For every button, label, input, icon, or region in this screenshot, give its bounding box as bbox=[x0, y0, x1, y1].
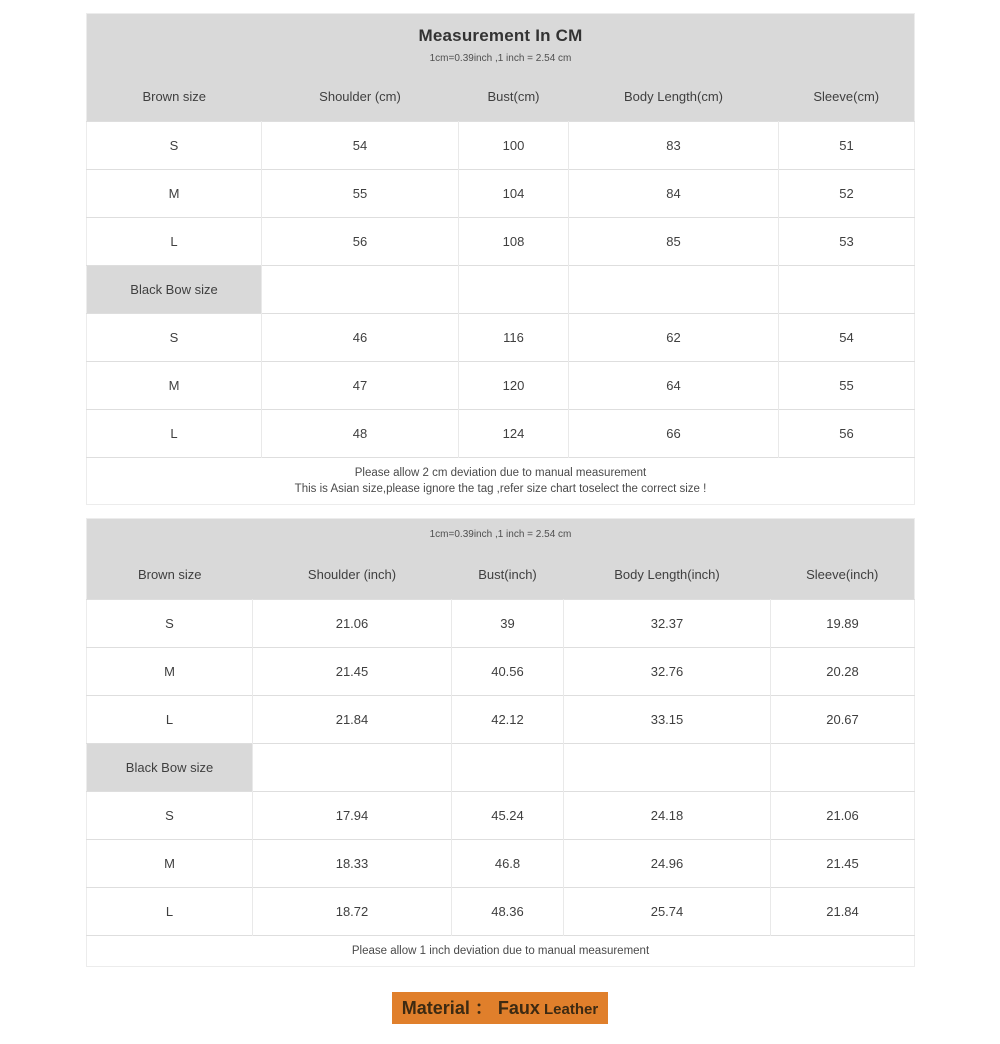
empty-cell bbox=[569, 266, 779, 314]
measurement-cell: 54 bbox=[262, 122, 459, 170]
measurement-cell: 56 bbox=[262, 218, 459, 266]
measurement-cell: 46 bbox=[262, 314, 459, 362]
measurement-cell: 25.74 bbox=[564, 888, 771, 936]
column-header: Sleeve(cm) bbox=[779, 72, 915, 122]
column-header-row bbox=[87, 550, 915, 600]
measurement-cell: 33.15 bbox=[564, 696, 771, 744]
size-cell: M bbox=[87, 170, 262, 218]
measurement-cell: 56 bbox=[779, 410, 915, 458]
empty-cell bbox=[452, 744, 564, 792]
measurement-cell: 17.94 bbox=[253, 792, 452, 840]
measurement-cell: 104 bbox=[459, 170, 569, 218]
measurement-cell: 40.56 bbox=[452, 648, 564, 696]
section-label: Black Bow size bbox=[87, 266, 262, 314]
size-row bbox=[87, 122, 915, 170]
column-header: Brown size bbox=[87, 550, 253, 600]
measurement-cell: 45.24 bbox=[452, 792, 564, 840]
size-cell: L bbox=[87, 696, 253, 744]
measurement-cell: 21.84 bbox=[771, 888, 915, 936]
measurement-cell: 124 bbox=[459, 410, 569, 458]
measurement-cell: 48.36 bbox=[452, 888, 564, 936]
measurement-cell: 100 bbox=[459, 122, 569, 170]
size-row bbox=[87, 218, 915, 266]
measurement-cell: 42.12 bbox=[452, 696, 564, 744]
size-cell: M bbox=[87, 840, 253, 888]
size-row bbox=[87, 792, 915, 840]
empty-cell bbox=[779, 266, 915, 314]
measurement-cell: 51 bbox=[779, 122, 915, 170]
column-header: Brown size bbox=[87, 72, 262, 122]
measurement-cell: 83 bbox=[569, 122, 779, 170]
measurement-cell: 55 bbox=[779, 362, 915, 410]
measurement-cell: 20.67 bbox=[771, 696, 915, 744]
size-row bbox=[87, 840, 915, 888]
measurement-cell: 24.18 bbox=[564, 792, 771, 840]
empty-cell bbox=[253, 744, 452, 792]
size-row bbox=[87, 648, 915, 696]
measurement-cell: 55 bbox=[262, 170, 459, 218]
measurement-cell: 18.72 bbox=[253, 888, 452, 936]
size-cell: L bbox=[87, 218, 262, 266]
column-header: Bust(inch) bbox=[452, 550, 564, 600]
size-row bbox=[87, 170, 915, 218]
measurement-cell: 24.96 bbox=[564, 840, 771, 888]
notes-cell bbox=[87, 458, 915, 505]
measurement-cell: 62 bbox=[569, 314, 779, 362]
material-banner bbox=[392, 992, 608, 1024]
column-header: Body Length(inch) bbox=[564, 550, 771, 600]
measurement-inch-table bbox=[86, 518, 915, 967]
size-row bbox=[87, 362, 915, 410]
cm-size-table-section bbox=[86, 13, 914, 505]
size-cell: L bbox=[87, 410, 262, 458]
note-line: This is Asian size,please ignore the tag ,refer size chart toselect the correct size ! bbox=[294, 483, 707, 495]
measurement-cell: 21.06 bbox=[771, 792, 915, 840]
measurement-cell: 66 bbox=[569, 410, 779, 458]
measurement-cell: 64 bbox=[569, 362, 779, 410]
column-header: Shoulder (inch) bbox=[253, 550, 452, 600]
size-cell: M bbox=[87, 362, 262, 410]
size-cell: S bbox=[87, 600, 253, 648]
column-header: Body Length(cm) bbox=[569, 72, 779, 122]
size-cell: M bbox=[87, 648, 253, 696]
column-header: Shoulder (cm) bbox=[262, 72, 459, 122]
size-cell: L bbox=[87, 888, 253, 936]
measurement-cell: 108 bbox=[459, 218, 569, 266]
measurement-cell: 19.89 bbox=[771, 600, 915, 648]
measurement-cell: 48 bbox=[262, 410, 459, 458]
section-row bbox=[87, 266, 915, 314]
measurement-cell: 18.33 bbox=[253, 840, 452, 888]
column-header: Bust(cm) bbox=[459, 72, 569, 122]
column-header: Sleeve(inch) bbox=[771, 550, 915, 600]
section-label: Black Bow size bbox=[87, 744, 253, 792]
conversion-note: 1cm=0.39inch ,1 inch = 2.54 cm bbox=[429, 53, 572, 64]
size-row bbox=[87, 696, 915, 744]
size-row bbox=[87, 410, 915, 458]
section-row bbox=[87, 744, 915, 792]
size-cell: S bbox=[87, 122, 262, 170]
measurement-cell: 46.8 bbox=[452, 840, 564, 888]
measurement-cell: 120 bbox=[459, 362, 569, 410]
measurement-cell: 84 bbox=[569, 170, 779, 218]
size-row bbox=[87, 600, 915, 648]
measurement-cell: 21.45 bbox=[771, 840, 915, 888]
measurement-cm-table bbox=[86, 13, 915, 505]
table-head-block bbox=[87, 14, 915, 73]
measurement-cell: 21.06 bbox=[253, 600, 452, 648]
measurement-cell: 116 bbox=[459, 314, 569, 362]
measurement-cell: 47 bbox=[262, 362, 459, 410]
inch-size-table-section bbox=[86, 518, 914, 967]
column-header-row bbox=[87, 72, 915, 122]
measurement-cell: 32.37 bbox=[564, 600, 771, 648]
empty-cell bbox=[459, 266, 569, 314]
notes-row bbox=[87, 458, 915, 505]
size-cell: S bbox=[87, 314, 262, 362]
measurement-cell: 21.45 bbox=[253, 648, 452, 696]
material-label: Material ： Faux bbox=[401, 998, 540, 1018]
empty-cell bbox=[262, 266, 459, 314]
size-row bbox=[87, 888, 915, 936]
table-title: Measurement In CM bbox=[418, 26, 583, 45]
material-row bbox=[86, 980, 914, 1044]
measurement-cell: 52 bbox=[779, 170, 915, 218]
measurement-cell: 32.76 bbox=[564, 648, 771, 696]
notes-row bbox=[87, 936, 915, 967]
measurement-cell: 21.84 bbox=[253, 696, 452, 744]
measurement-cell: 85 bbox=[569, 218, 779, 266]
size-row bbox=[87, 314, 915, 362]
measurement-cell: 53 bbox=[779, 218, 915, 266]
note-line: Please allow 2 cm deviation due to manual measurement bbox=[354, 467, 647, 479]
size-cell: S bbox=[87, 792, 253, 840]
empty-cell bbox=[771, 744, 915, 792]
table-head-block bbox=[87, 519, 915, 551]
measurement-cell: 20.28 bbox=[771, 648, 915, 696]
conversion-note: 1cm=0.39inch ,1 inch = 2.54 cm bbox=[429, 529, 572, 540]
measurement-cell: 54 bbox=[779, 314, 915, 362]
note-line: Please allow 1 inch deviation due to manual measurement bbox=[351, 945, 650, 957]
empty-cell bbox=[564, 744, 771, 792]
notes-cell bbox=[87, 936, 915, 967]
material-value: Leather bbox=[539, 1001, 599, 1018]
size-chart-sheet bbox=[86, 0, 914, 1044]
measurement-cell: 39 bbox=[452, 600, 564, 648]
